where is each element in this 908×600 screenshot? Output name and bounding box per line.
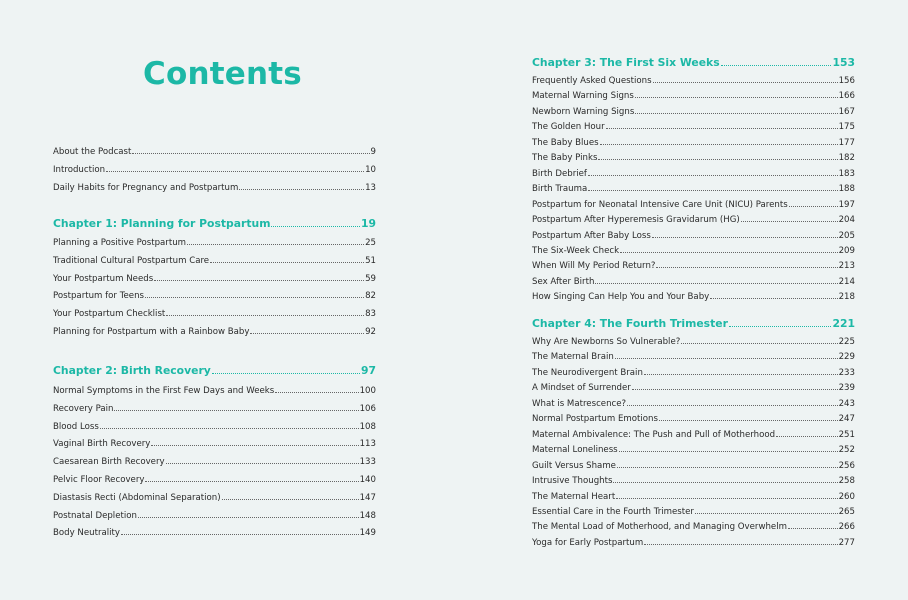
entry-title: Traditional Cultural Postpartum Care bbox=[53, 255, 210, 266]
dot-leader bbox=[106, 163, 364, 172]
chapter-title: Chapter 4: The Fourth Trimester bbox=[532, 317, 728, 330]
dot-leader bbox=[619, 443, 838, 452]
dot-leader bbox=[588, 167, 838, 176]
toc-entry bbox=[53, 181, 376, 194]
page-number: 9 bbox=[370, 147, 376, 157]
page-number: 214 bbox=[838, 276, 855, 287]
page-number: 258 bbox=[838, 476, 855, 487]
toc-entry bbox=[532, 182, 855, 195]
entry-title: Birth Trauma bbox=[532, 184, 588, 195]
entry-title: Your Postpartum Needs bbox=[53, 273, 154, 284]
page-number: 213 bbox=[838, 261, 855, 272]
page-number: 265 bbox=[838, 506, 855, 517]
page-number: 166 bbox=[838, 91, 855, 102]
entry-title: What is Matrescence? bbox=[532, 398, 627, 409]
toc-entry bbox=[532, 366, 855, 379]
entry-title: Yoga for Early Postpartum bbox=[532, 537, 644, 548]
dot-leader bbox=[729, 317, 832, 327]
page-number: 251 bbox=[838, 429, 855, 440]
toc-entry bbox=[532, 397, 855, 410]
toc-entry bbox=[532, 290, 855, 303]
entry-title: Intrusive Thoughts bbox=[532, 476, 613, 487]
page-number: 167 bbox=[838, 106, 855, 117]
page-number: 247 bbox=[838, 414, 855, 425]
toc-entry bbox=[532, 412, 855, 425]
toc-entry bbox=[532, 474, 855, 487]
entry-title: When Will My Period Return? bbox=[532, 261, 656, 272]
dot-leader bbox=[598, 151, 837, 160]
dot-leader bbox=[145, 473, 358, 482]
dot-leader bbox=[606, 120, 838, 129]
toc-entry bbox=[53, 420, 376, 433]
entry-title: Vaginal Birth Recovery bbox=[53, 439, 151, 450]
page-number: 277 bbox=[838, 537, 855, 548]
entry-title: Maternal Warning Signs bbox=[532, 91, 634, 102]
page-number: 92 bbox=[365, 327, 376, 337]
toc-entry bbox=[532, 120, 855, 133]
page-number: 106 bbox=[359, 403, 376, 414]
page-number: 177 bbox=[838, 137, 855, 148]
toc-entry bbox=[532, 213, 855, 226]
toc-entry bbox=[532, 136, 855, 149]
dot-leader bbox=[114, 402, 358, 411]
dot-leader bbox=[632, 381, 838, 390]
entry-title: Birth Debrief bbox=[532, 168, 587, 179]
page-number: 13 bbox=[365, 182, 376, 193]
toc-entry bbox=[53, 473, 376, 486]
entry-title: Frequently Asked Questions bbox=[532, 76, 652, 86]
entry-title: The Baby Blues bbox=[532, 137, 599, 148]
entry-title: Postpartum for Neonatal Intensive Care Unit (NICU) Parents bbox=[532, 199, 788, 210]
dot-leader bbox=[710, 290, 837, 299]
page-number: 218 bbox=[838, 292, 855, 303]
toc-entry bbox=[532, 275, 855, 288]
page-number: 266 bbox=[838, 522, 855, 533]
page-number: 140 bbox=[359, 475, 376, 485]
entry-title: Postpartum After Baby Loss bbox=[532, 230, 651, 241]
entry-title: Diastasis Recti (Abdominal Separation) bbox=[53, 492, 221, 503]
entry-title: Planning a Positive Postpartum bbox=[53, 238, 187, 248]
page-number: 97 bbox=[360, 364, 376, 377]
toc-entry bbox=[532, 151, 855, 164]
page-number: 221 bbox=[832, 317, 855, 330]
dot-leader bbox=[271, 217, 359, 227]
dot-leader bbox=[635, 89, 838, 98]
dot-leader bbox=[776, 428, 838, 437]
toc-entry bbox=[532, 89, 855, 102]
entry-title: Body Neutrality bbox=[53, 528, 120, 539]
toc-entry bbox=[53, 145, 376, 158]
entry-title: Planning for Postpartum with a Rainbow Baby bbox=[53, 327, 250, 337]
toc-entry bbox=[532, 520, 855, 533]
page-number: 82 bbox=[365, 291, 376, 302]
page-number: 149 bbox=[359, 528, 376, 539]
dot-leader bbox=[138, 509, 359, 518]
dot-leader bbox=[595, 275, 837, 284]
chapter-title: Chapter 2: Birth Recovery bbox=[53, 364, 211, 377]
page-number: 183 bbox=[838, 168, 855, 179]
page-number: 19 bbox=[360, 217, 376, 230]
dot-leader bbox=[635, 105, 837, 114]
entry-title: A Mindset of Surrender bbox=[532, 383, 631, 394]
toc-entry bbox=[532, 381, 855, 394]
dot-leader bbox=[212, 364, 360, 374]
dot-leader bbox=[620, 244, 837, 253]
page-title: Contents bbox=[143, 56, 302, 92]
dot-leader bbox=[145, 289, 364, 298]
dot-leader bbox=[616, 490, 837, 499]
toc-entry bbox=[53, 307, 376, 320]
toc-entry bbox=[532, 105, 855, 118]
page-number: 113 bbox=[359, 439, 376, 450]
entry-title: Guilt Versus Shame bbox=[532, 460, 616, 471]
entry-title: Blood Loss bbox=[53, 421, 99, 432]
entry-title: Normal Postpartum Emotions bbox=[532, 414, 658, 425]
toc-entry bbox=[53, 526, 376, 539]
page-number: 133 bbox=[359, 457, 376, 468]
toc-entry bbox=[53, 455, 376, 468]
page-number: 239 bbox=[838, 383, 855, 394]
dot-leader bbox=[250, 325, 364, 334]
entry-title: Normal Symptoms in the First Few Days and Weeks bbox=[53, 386, 275, 396]
entry-title: Postpartum After Hyperemesis Gravidarum (HG) bbox=[532, 215, 740, 226]
dot-leader bbox=[788, 520, 838, 529]
page-number: 252 bbox=[838, 445, 855, 456]
page-number: 175 bbox=[838, 122, 855, 133]
page-number: 204 bbox=[838, 215, 855, 226]
toc-entry bbox=[53, 491, 376, 504]
toc-entry bbox=[53, 236, 376, 249]
toc-left-column bbox=[53, 0, 376, 600]
entry-title: Postpartum for Teens bbox=[53, 291, 144, 302]
entry-title: Postnatal Depletion bbox=[53, 510, 137, 521]
page-number: 156 bbox=[838, 76, 855, 86]
entry-title: The Baby Pinks bbox=[532, 153, 598, 164]
page-number: 153 bbox=[832, 56, 855, 69]
dot-leader bbox=[166, 307, 364, 316]
toc-entry bbox=[532, 198, 855, 211]
dot-leader bbox=[656, 259, 837, 268]
dot-leader bbox=[613, 474, 837, 483]
toc-entry bbox=[53, 289, 376, 302]
page-number: 148 bbox=[359, 510, 376, 521]
entry-title: Caesarean Birth Recovery bbox=[53, 457, 165, 468]
toc-entry bbox=[532, 244, 855, 257]
page-number: 260 bbox=[838, 491, 855, 502]
toc-entry bbox=[532, 335, 855, 348]
toc-entry bbox=[532, 428, 855, 441]
page-number: 256 bbox=[838, 460, 855, 471]
entry-title: The Six-Week Check bbox=[532, 245, 620, 256]
dot-leader bbox=[600, 136, 838, 145]
page-number: 108 bbox=[359, 421, 376, 432]
page-number: 147 bbox=[359, 492, 376, 503]
entry-title: Newborn Warning Signs bbox=[532, 106, 635, 117]
entry-title: Maternal Loneliness bbox=[532, 445, 618, 456]
entry-title: Pelvic Floor Recovery bbox=[53, 475, 145, 485]
toc-entry bbox=[532, 490, 855, 503]
dot-leader bbox=[617, 459, 838, 468]
toc-entry bbox=[53, 402, 376, 415]
page-number: 83 bbox=[365, 309, 376, 320]
page-number: 25 bbox=[365, 238, 376, 248]
entry-title: Your Postpartum Checklist bbox=[53, 309, 166, 320]
dot-leader bbox=[154, 272, 364, 281]
entry-title: Essential Care in the Fourth Trimester bbox=[532, 506, 694, 517]
dot-leader bbox=[588, 182, 837, 191]
toc-entry bbox=[532, 459, 855, 472]
page-number: 10 bbox=[365, 164, 376, 175]
dot-leader bbox=[652, 229, 838, 238]
entry-title: The Neurodivergent Brain bbox=[532, 367, 643, 378]
entry-title: Recovery Pain bbox=[53, 403, 114, 414]
toc-entry bbox=[53, 384, 376, 397]
chapter-heading bbox=[532, 56, 855, 69]
toc-entry bbox=[53, 163, 376, 176]
chapter-heading bbox=[53, 217, 376, 230]
toc-entry bbox=[532, 259, 855, 272]
toc-entry bbox=[532, 443, 855, 456]
dot-leader bbox=[275, 384, 358, 393]
page-number: 225 bbox=[838, 337, 855, 347]
dot-leader bbox=[187, 236, 364, 245]
dot-leader bbox=[121, 526, 359, 535]
entry-title: Introduction bbox=[53, 164, 106, 175]
toc-entry bbox=[53, 325, 376, 338]
chapter-title: Chapter 1: Planning for Postpartum bbox=[53, 217, 271, 230]
chapter-heading bbox=[532, 317, 855, 330]
dot-leader bbox=[659, 412, 838, 421]
page-number: 243 bbox=[838, 398, 855, 409]
entry-title: About the Podcast bbox=[53, 147, 132, 157]
page-number: 197 bbox=[838, 199, 855, 210]
dot-leader bbox=[681, 335, 837, 344]
dot-leader bbox=[741, 213, 838, 222]
toc-entry bbox=[532, 350, 855, 363]
page-number: 51 bbox=[365, 255, 376, 266]
dot-leader bbox=[239, 181, 364, 190]
page-number: 209 bbox=[838, 245, 855, 256]
page-number: 229 bbox=[838, 352, 855, 363]
chapter-title: Chapter 3: The First Six Weeks bbox=[532, 56, 720, 69]
page-number: 182 bbox=[838, 153, 855, 164]
toc-entry bbox=[53, 272, 376, 285]
page-number: 205 bbox=[838, 230, 855, 241]
toc-entry bbox=[532, 505, 855, 518]
entry-title: The Mental Load of Motherhood, and Managing Overwhelm bbox=[532, 522, 787, 533]
dot-leader bbox=[721, 56, 832, 66]
toc-entry bbox=[532, 167, 855, 180]
entry-title: The Maternal Heart bbox=[532, 491, 616, 502]
dot-leader bbox=[644, 536, 837, 545]
entry-title: Why Are Newborns So Vulnerable? bbox=[532, 337, 681, 347]
toc-right-column bbox=[532, 0, 855, 600]
dot-leader bbox=[615, 350, 838, 359]
dot-leader bbox=[132, 145, 369, 154]
toc-entry bbox=[53, 254, 376, 267]
dot-leader bbox=[789, 198, 838, 207]
page-number: 100 bbox=[359, 386, 376, 396]
dot-leader bbox=[151, 437, 358, 446]
entry-title: Maternal Ambivalence: The Push and Pull of Motherhood bbox=[532, 429, 776, 440]
chapter-heading bbox=[53, 364, 376, 377]
entry-title: How Singing Can Help You and Your Baby bbox=[532, 292, 710, 303]
page-number: 233 bbox=[838, 367, 855, 378]
toc-entry bbox=[532, 536, 855, 549]
toc-entry bbox=[53, 437, 376, 450]
dot-leader bbox=[210, 254, 364, 263]
toc-entry bbox=[532, 229, 855, 242]
dot-leader bbox=[644, 366, 838, 375]
dot-leader bbox=[695, 505, 838, 514]
page-number: 59 bbox=[365, 273, 376, 284]
page-number: 188 bbox=[838, 184, 855, 195]
toc-entry bbox=[532, 74, 855, 87]
entry-title: The Maternal Brain bbox=[532, 352, 614, 363]
dot-leader bbox=[222, 491, 359, 500]
dot-leader bbox=[627, 397, 837, 406]
toc-entry bbox=[53, 509, 376, 522]
dot-leader bbox=[653, 74, 838, 83]
dot-leader bbox=[166, 455, 359, 464]
dot-leader bbox=[100, 420, 359, 429]
entry-title: Sex After Birth bbox=[532, 276, 595, 287]
entry-title: Daily Habits for Pregnancy and Postpartum bbox=[53, 182, 239, 193]
entry-title: The Golden Hour bbox=[532, 122, 605, 133]
